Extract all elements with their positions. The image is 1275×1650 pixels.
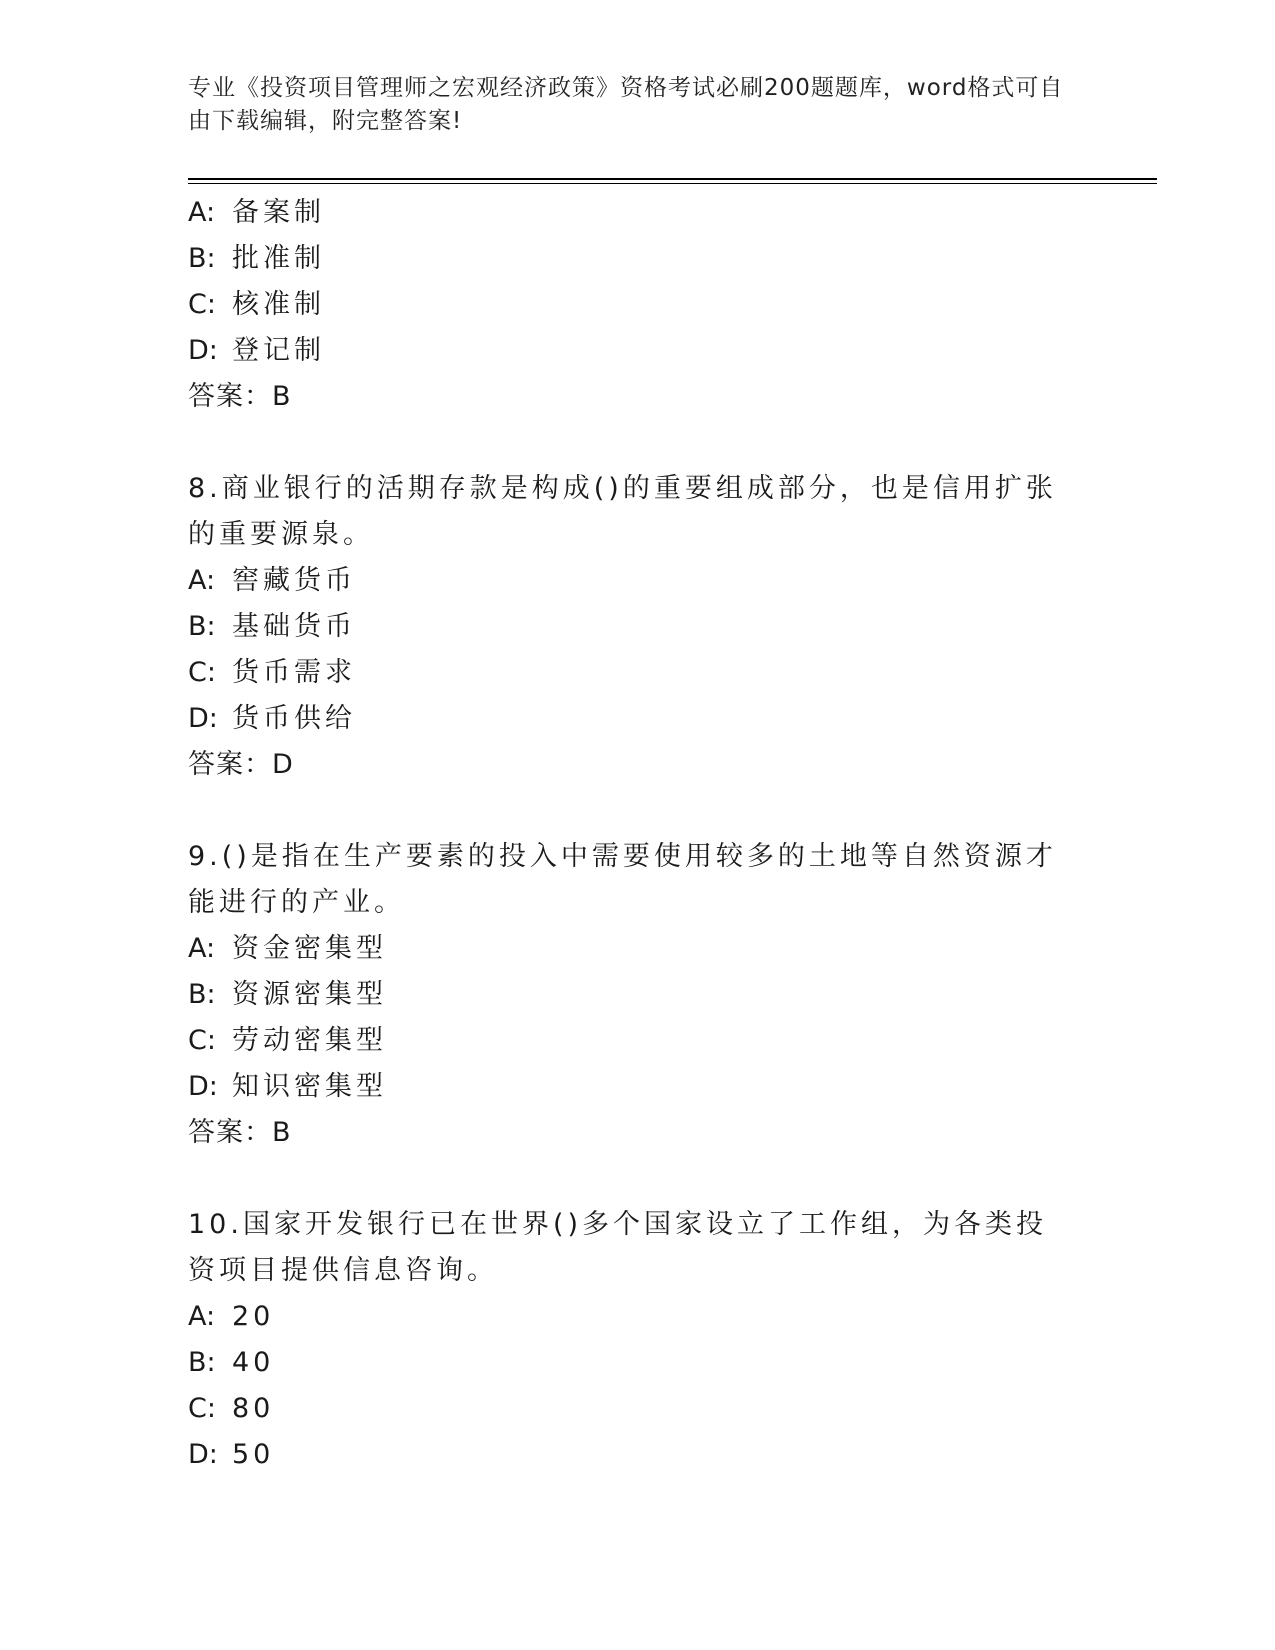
option-c [188,650,1088,696]
option-text: 20 [232,1301,275,1332]
option-c [188,282,1088,328]
option-letter: C: [188,1025,216,1056]
option-letter: D: [188,335,218,366]
option-text: 核准制 [232,289,325,320]
spacer [188,788,1088,834]
document-body [188,190,1088,1478]
header-rule-thin [188,183,1157,184]
option-text: 登记制 [232,335,325,366]
question-block-partial [188,190,1088,420]
option-text: 基础货币 [232,611,356,642]
option-a [188,190,1088,236]
option-letter: C: [188,289,216,320]
option-letter: A: [188,197,216,228]
option-text: 货币供给 [232,703,356,734]
answer-line: 答案：B [188,381,292,412]
option-c [188,1018,1088,1064]
option-letter: B: [188,979,216,1010]
option-d [188,1064,1088,1110]
option-letter: B: [188,243,216,274]
option-d [188,696,1088,742]
option-text: 批准制 [232,243,325,274]
option-text: 知识密集型 [232,1071,387,1102]
option-d [188,328,1088,374]
page-header-title: 专业《投资项目管理师之宏观经济政策》资格考试必刷200题题库，word格式可自由下载编辑，附完整答案! [188,75,1064,134]
spacer [188,1156,1088,1202]
option-letter: C: [188,657,216,688]
question-block-9 [188,834,1088,1156]
option-b [188,972,1088,1018]
option-text: 40 [232,1347,275,1378]
option-d [188,1432,1088,1478]
option-a [188,926,1088,972]
option-text: 货币需求 [232,657,356,688]
question-stem: 10.国家开发银行已在世界()多个国家设立了工作组，为各类投资项目提供信息咨询。 [188,1209,1048,1286]
header-rule-thick [188,178,1157,180]
option-letter: D: [188,1071,218,1102]
question-block-8 [188,466,1088,788]
option-text: 资金密集型 [232,933,387,964]
option-text: 备案制 [232,197,325,228]
question-block-10 [188,1202,1088,1478]
option-letter: A: [188,1301,216,1332]
option-text: 窖藏货币 [232,565,356,596]
spacer [188,420,1088,466]
question-stem: 9.()是指在生产要素的投入中需要使用较多的土地等自然资源才能进行的产业。 [188,841,1057,918]
option-b [188,236,1088,282]
option-text: 80 [232,1393,275,1424]
option-a [188,1294,1088,1340]
option-letter: D: [188,1439,218,1470]
option-b [188,1340,1088,1386]
option-b [188,604,1088,650]
option-text: 资源密集型 [232,979,387,1010]
option-letter: B: [188,1347,216,1378]
option-letter: B: [188,611,216,642]
answer-line: 答案：B [188,1117,292,1148]
option-a [188,558,1088,604]
option-letter: A: [188,933,216,964]
question-stem: 8.商业银行的活期存款是构成()的重要组成部分，也是信用扩张的重要源泉。 [188,473,1057,550]
option-letter: A: [188,565,216,596]
answer-line: 答案：D [188,749,294,780]
option-text: 50 [232,1439,275,1470]
option-letter: D: [188,703,218,734]
option-letter: C: [188,1393,216,1424]
option-text: 劳动密集型 [232,1025,387,1056]
option-c [188,1386,1088,1432]
